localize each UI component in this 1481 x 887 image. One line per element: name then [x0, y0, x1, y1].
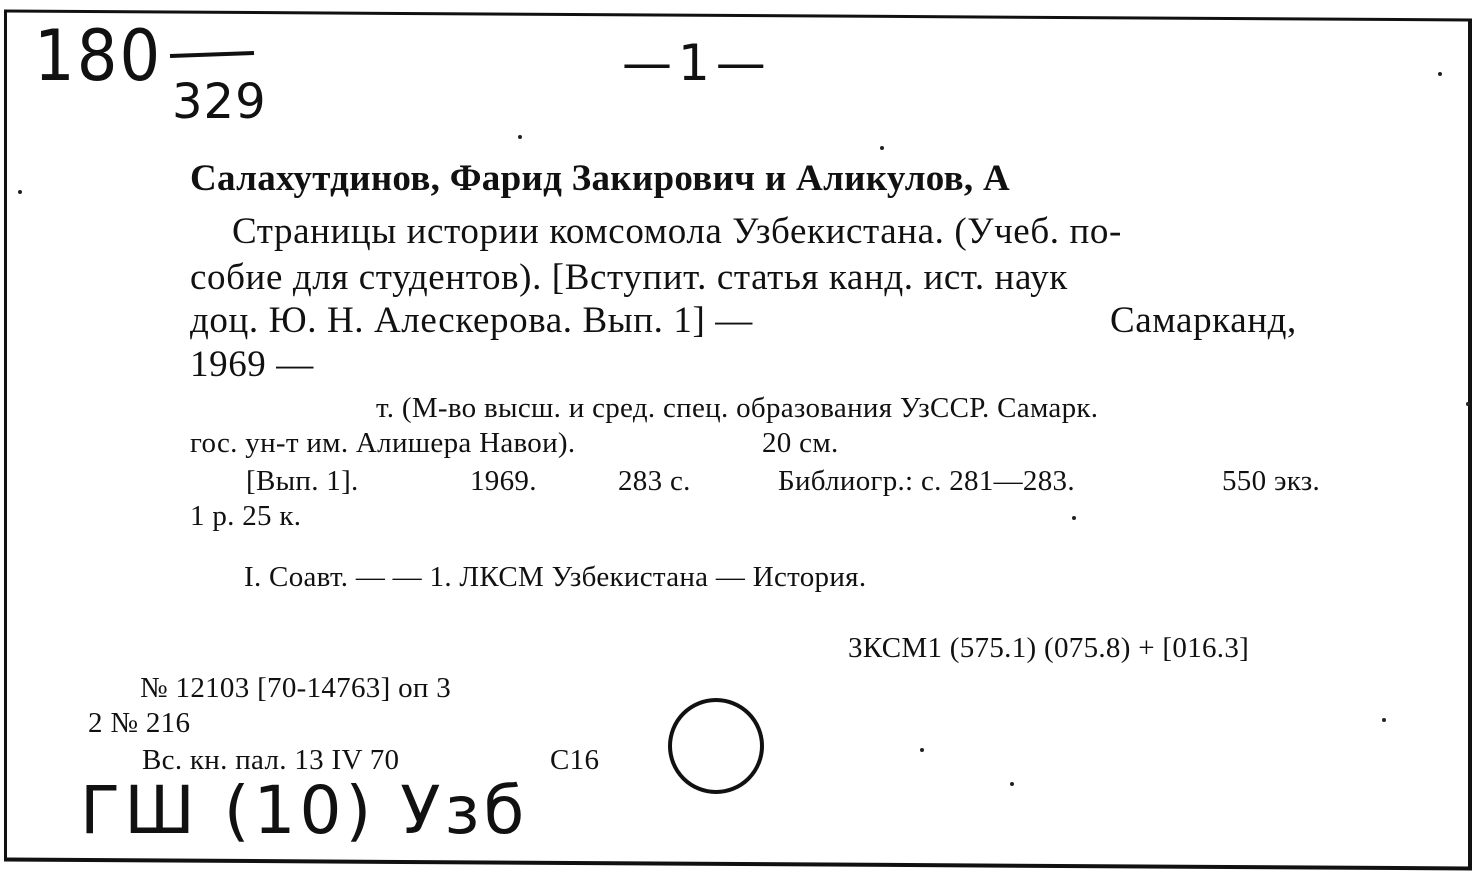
imprint-line-1: т. (М-во высш. и сред. спец. образования УзССР. Самарк. — [376, 392, 1099, 424]
author-heading: Салахутдинов, Фарид Закирович и Аликулов, А — [190, 158, 1011, 199]
registry-number-line: № 12103 [70-14763] оп 3 — [140, 672, 452, 704]
stamp-circle — [668, 698, 764, 794]
handwritten-page-number: —1— — [622, 34, 772, 92]
scan-speck — [1438, 72, 1442, 76]
scan-speck — [1072, 516, 1076, 520]
registry-second-line: 2 № 216 — [88, 707, 191, 739]
collation-bibliography: Библиогр.: с. 281—283. — [778, 465, 1075, 497]
title-place: Самарканд, — [1110, 300, 1297, 341]
classification-index: 3КСМ1 (575.1) (075.8) + [016.3] — [848, 632, 1250, 664]
scan-speck — [1382, 718, 1386, 722]
scan-speck — [518, 135, 522, 139]
title-line-3: доц. Ю. Н. Алескерова. Вып. 1] — — [190, 300, 753, 341]
scan-speck — [18, 190, 22, 194]
title-year-line: 1969 — — [190, 344, 314, 385]
tracings: I. Соавт. — — 1. ЛКСМ Узбекистана — История. — [244, 561, 867, 593]
title-line-1: Страницы истории комсомола Узбекистана. (Учеб. по- — [232, 211, 1122, 252]
shelf-mark-bottom: 329 — [172, 74, 267, 130]
collation-copies: 550 экз. — [1222, 465, 1321, 497]
imprint-line-2: гос. ун-т им. Алишера Навои). — [190, 427, 576, 459]
scan-speck — [1010, 782, 1014, 786]
registry-code: С16 — [550, 744, 600, 776]
collation-pages: 283 с. — [618, 465, 691, 497]
scan-speck — [1466, 402, 1470, 406]
collation-price: 1 р. 25 к. — [190, 500, 302, 532]
shelf-mark-fraction-line — [168, 50, 258, 62]
title-line-2: собие для студентов). [Вступит. статья канд. ист. наук — [190, 257, 1068, 298]
scan-speck — [880, 146, 884, 150]
collation-year: 1969. — [470, 465, 537, 497]
registry-chamber-line: Вс. кн. пал. 13 IV 70 — [142, 744, 400, 776]
imprint-size: 20 см. — [762, 427, 839, 459]
scan-speck — [920, 748, 924, 752]
collation-volume: [Вып. 1]. — [246, 465, 359, 497]
shelf-mark-top: 180 — [34, 16, 163, 98]
handwritten-bottom-marks: ГШ (10) Узб — [80, 772, 529, 849]
